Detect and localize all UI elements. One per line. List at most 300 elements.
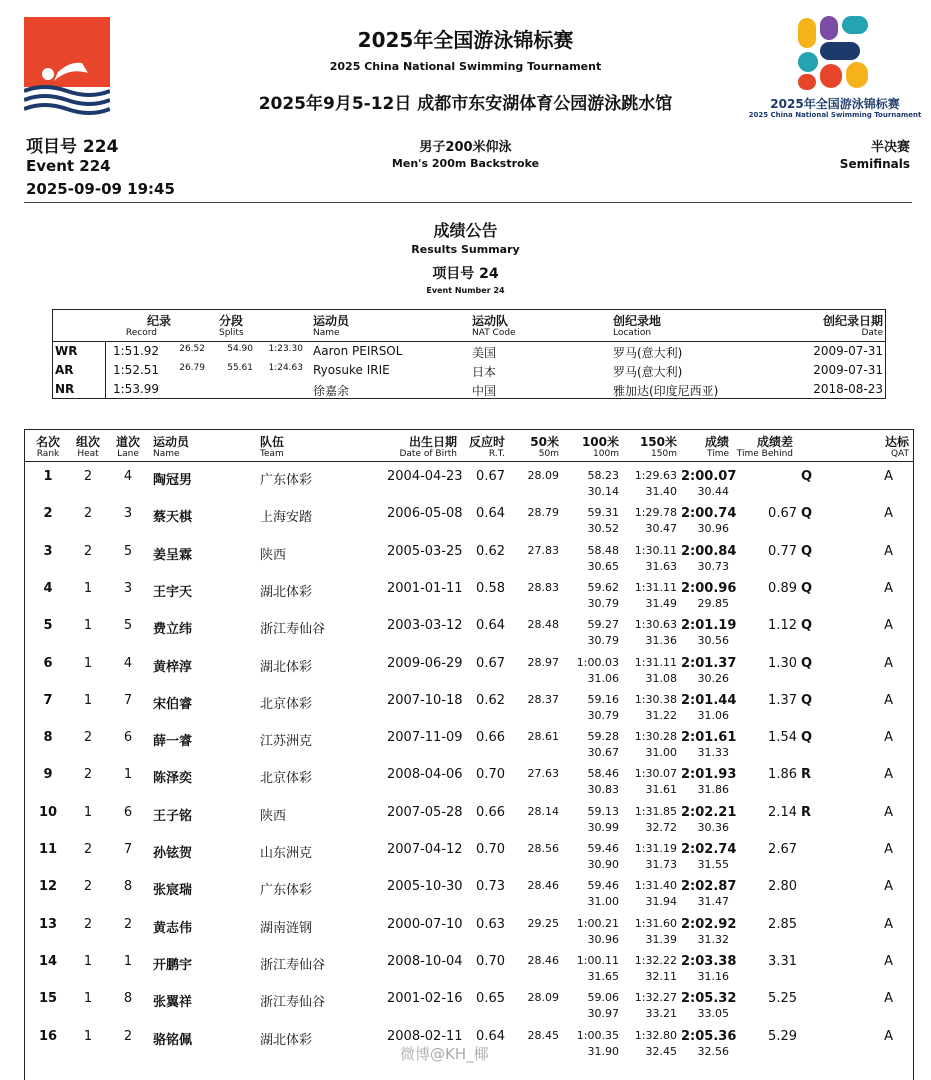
heat: 1 — [83, 953, 93, 969]
record-time: 1:52.51 — [113, 363, 160, 377]
rec-header-divider — [53, 341, 885, 342]
reaction-time: 0.66 — [476, 804, 505, 820]
final-time: 2:00.84 — [681, 543, 737, 559]
lap-150m: 31.94 — [645, 895, 677, 909]
split-100m: 1:00.35 — [576, 1028, 619, 1042]
lane: 5 — [123, 618, 133, 634]
rank: 13 — [38, 916, 58, 932]
lap-150m: 32.45 — [645, 1044, 677, 1058]
split-100m: 59.13 — [587, 804, 619, 818]
logo-title-zh: 2025年全国游泳锦标赛 — [770, 97, 900, 111]
record-time: 1:53.99 — [113, 382, 160, 396]
split-100m: 59.46 — [587, 842, 619, 855]
split-150m: 1:31.85 — [634, 804, 677, 818]
rank: 8 — [43, 730, 53, 746]
split-150m: 1:31.40 — [634, 879, 677, 893]
round-en: Semifinals — [839, 157, 910, 171]
final-time: 2:03.38 — [681, 953, 737, 969]
lap-100m: 30.99 — [587, 820, 619, 834]
heat: 2 — [83, 916, 93, 932]
lap-100m: 30.14 — [587, 485, 619, 498]
heat: 2 — [83, 469, 93, 484]
rank: 6 — [43, 655, 53, 671]
record-time: 1:51.92 — [113, 344, 160, 358]
reaction-time: 0.70 — [476, 953, 505, 969]
date-of-birth: 2008-02-11 — [387, 1028, 463, 1044]
rank: 14 — [38, 953, 58, 969]
col-team-zh: 队伍 — [260, 435, 285, 449]
qat-standard: A — [884, 1028, 893, 1044]
result-row — [25, 464, 913, 501]
time-behind: 5.25 — [768, 991, 797, 1007]
record-location: 罗马(意大利) — [613, 365, 683, 379]
split-50m: 28.61 — [527, 730, 559, 744]
col-dob-zh: 出生日期 — [408, 435, 457, 449]
lap-100m: 31.06 — [587, 671, 619, 685]
col-rt-en: R.T. — [488, 449, 505, 459]
record-type: WR — [55, 344, 78, 358]
record-type: NR — [55, 382, 75, 396]
tournament-logo — [790, 14, 880, 94]
split-100m: 59.06 — [587, 991, 619, 1005]
result-row — [25, 651, 913, 688]
lane: 8 — [123, 879, 133, 895]
final-time: 2:02.21 — [681, 804, 737, 820]
lap-100m: 30.79 — [587, 708, 619, 722]
split-150m: 1:29.63 — [634, 469, 677, 482]
lane: 4 — [123, 469, 133, 484]
result-row — [25, 800, 913, 837]
team: 浙江寿仙谷 — [260, 995, 326, 1011]
rec-header-date-zh: 创纪录日期 — [822, 314, 883, 328]
athlete-name: 黄梓淳 — [153, 659, 193, 675]
split-50m: 28.09 — [527, 991, 559, 1005]
rec-header-splits-zh: 分段 — [219, 314, 244, 328]
date-of-birth: 2007-11-09 — [387, 730, 463, 746]
summary-title-zh: 成绩公告 — [433, 221, 498, 240]
athlete-name: 宋伯睿 — [153, 696, 193, 712]
rec-header-name-zh: 运动员 — [313, 314, 350, 328]
lap-200m: 30.56 — [697, 634, 729, 648]
record-location: 罗马(意大利) — [613, 346, 683, 360]
split-150m: 1:30.28 — [634, 730, 677, 744]
rec-header-record-en: Record — [125, 328, 157, 338]
final-time: 2:00.96 — [681, 580, 737, 596]
title-en: 2025 China National Swimming Tournament — [329, 60, 602, 73]
lap-200m: 31.33 — [697, 746, 729, 760]
record-split-100: 54.90 — [227, 344, 253, 354]
rank: 11 — [38, 842, 58, 857]
reaction-time: 0.64 — [476, 506, 505, 522]
date-of-birth: 2008-10-04 — [387, 953, 463, 969]
record-split-50: 26.79 — [179, 363, 205, 373]
split-150m: 1:30.11 — [634, 543, 677, 557]
rec-header-record-zh: 纪录 — [146, 314, 171, 328]
time-behind: 3.31 — [768, 953, 797, 969]
team: 陕西 — [260, 547, 287, 563]
lap-150m: 31.73 — [645, 858, 677, 871]
record-row — [53, 382, 885, 401]
split-50m: 28.48 — [527, 618, 559, 632]
heat: 2 — [83, 842, 93, 857]
team: 湖北体彩 — [260, 659, 313, 675]
heat: 1 — [83, 580, 93, 596]
athlete-name: 姜呈霖 — [153, 547, 193, 563]
col-name-en: Name — [153, 449, 180, 459]
col-50m-en: 50m — [538, 449, 559, 459]
final-time: 2:01.37 — [681, 655, 737, 671]
date-of-birth: 2007-05-28 — [387, 804, 463, 820]
lap-150m: 31.49 — [645, 596, 677, 610]
split-150m: 1:31.11 — [634, 580, 677, 594]
team: 陕西 — [260, 808, 287, 824]
col-100m-en: 100m — [593, 449, 619, 459]
lap-150m: 32.11 — [645, 969, 677, 983]
lap-150m: 31.39 — [645, 932, 677, 946]
date-of-birth: 2003-03-12 — [387, 618, 463, 634]
qat-standard: A — [884, 804, 893, 820]
athlete-name: 王宇天 — [153, 584, 193, 600]
lap-200m: 30.96 — [697, 522, 729, 536]
reaction-time: 0.62 — [476, 692, 505, 708]
final-time: 2:02.87 — [681, 879, 737, 895]
col-rank-en: Rank — [36, 449, 60, 459]
result-row — [25, 613, 913, 650]
col-name-zh: 运动员 — [153, 435, 190, 449]
col-qat-zh: 达标 — [884, 435, 909, 449]
result-row — [25, 576, 913, 613]
record-split-150: 1:24.63 — [268, 363, 303, 373]
date-of-birth: 2006-05-08 — [387, 506, 463, 522]
final-time: 2:05.32 — [681, 991, 737, 1007]
split-50m: 28.46 — [527, 879, 559, 893]
team: 山东洲克 — [260, 846, 313, 861]
qualification-mark: R — [801, 804, 812, 820]
reaction-time: 0.64 — [476, 618, 505, 634]
lap-150m: 30.47 — [645, 522, 677, 536]
event-number-sub-en: Event Number 24 — [426, 286, 505, 295]
split-100m: 59.62 — [587, 580, 619, 594]
qat-standard: A — [884, 469, 893, 484]
venue: 2025年9月5-12日 成都市东安湖体育公园游泳跳水馆 — [258, 94, 673, 114]
split-50m: 28.37 — [527, 692, 559, 706]
date-of-birth: 2001-02-16 — [387, 991, 463, 1007]
col-time-en: Time — [706, 449, 729, 459]
records-table — [52, 309, 886, 399]
split-50m: 28.83 — [527, 580, 559, 594]
lane: 1 — [123, 953, 133, 969]
team: 湖北体彩 — [260, 584, 313, 600]
heat: 1 — [83, 1028, 93, 1044]
athlete-name: 张宸瑞 — [153, 883, 193, 899]
split-100m: 1:00.11 — [576, 953, 619, 967]
lap-100m: 30.79 — [587, 634, 619, 648]
lap-200m: 33.05 — [697, 1007, 729, 1021]
athlete-name: 陶冠男 — [153, 473, 193, 488]
qat-standard: A — [884, 655, 893, 671]
rank: 9 — [43, 767, 53, 783]
final-time: 2:05.36 — [681, 1028, 737, 1044]
lap-100m: 31.00 — [587, 895, 619, 909]
qat-standard: A — [884, 953, 893, 969]
final-time: 2:01.61 — [681, 730, 737, 746]
qat-standard: A — [884, 580, 893, 596]
lap-200m: 30.73 — [697, 559, 729, 573]
lap-150m: 32.72 — [645, 820, 677, 834]
lap-100m: 31.65 — [587, 969, 619, 983]
reaction-time: 0.65 — [476, 991, 505, 1007]
reaction-time: 0.67 — [476, 469, 505, 484]
reaction-time: 0.70 — [476, 767, 505, 783]
heat: 2 — [83, 767, 93, 783]
reaction-time: 0.62 — [476, 543, 505, 559]
time-behind: 5.29 — [768, 1028, 797, 1044]
split-150m: 1:31.60 — [634, 916, 677, 930]
lap-100m: 30.90 — [587, 858, 619, 871]
lap-150m: 31.08 — [645, 671, 677, 685]
time-behind: 2.80 — [768, 879, 797, 895]
reaction-time: 0.66 — [476, 730, 505, 746]
rank: 12 — [38, 879, 58, 895]
rank: 10 — [38, 804, 58, 820]
team: 广东体彩 — [260, 473, 313, 488]
split-100m: 59.28 — [587, 730, 619, 744]
title-zh: 2025年全国游泳锦标赛 — [357, 28, 574, 52]
summary-title-en: Results Summary — [411, 243, 520, 256]
reaction-time: 0.64 — [476, 1028, 505, 1044]
qat-standard: A — [884, 991, 893, 1007]
rec-header-location-zh: 创纪录地 — [613, 314, 662, 328]
col-150m-en: 150m — [651, 449, 677, 459]
result-row — [25, 986, 913, 1023]
event-number-zh: 项目号 224 — [26, 137, 119, 157]
athlete-name: 开鹏宇 — [153, 957, 193, 973]
record-type: AR — [55, 363, 74, 377]
heat: 1 — [83, 991, 93, 1007]
lane: 6 — [123, 804, 133, 820]
split-100m: 58.48 — [587, 543, 619, 557]
qat-standard: A — [884, 543, 893, 559]
lap-100m: 30.96 — [587, 932, 619, 946]
col-heat-zh: 组次 — [75, 435, 100, 449]
record-date: 2018-08-23 — [813, 382, 883, 396]
split-100m: 1:00.03 — [576, 655, 619, 669]
athlete-name: 薛一睿 — [153, 734, 193, 750]
date-of-birth: 2008-04-06 — [387, 767, 463, 783]
lap-200m: 31.47 — [697, 895, 729, 909]
qat-standard: A — [884, 618, 893, 634]
reaction-time: 0.58 — [476, 580, 505, 596]
rec-header-nat-zh: 运动队 — [472, 314, 509, 328]
team: 江苏洲克 — [260, 734, 313, 750]
time-behind: 1.37 — [768, 692, 797, 708]
time-behind: 2.85 — [768, 916, 797, 932]
team: 广东体彩 — [260, 883, 313, 899]
athlete-name: 孙铉贺 — [153, 846, 193, 861]
split-150m: 1:30.07 — [634, 767, 677, 781]
col-rank-zh: 名次 — [35, 435, 60, 449]
split-100m: 1:00.21 — [576, 916, 619, 930]
result-row — [25, 762, 913, 799]
date-of-birth: 2001-01-11 — [387, 580, 463, 596]
col-lane-zh: 道次 — [115, 435, 140, 449]
split-100m: 59.46 — [587, 879, 619, 893]
qualification-mark: Q — [801, 543, 813, 559]
rec-header-splits-en: Splits — [219, 328, 244, 338]
record-nat: 中国 — [472, 384, 497, 398]
split-100m: 58.46 — [587, 767, 619, 781]
time-behind: 1.86 — [768, 767, 797, 783]
date-of-birth: 2009-06-29 — [387, 655, 463, 671]
lap-200m: 31.06 — [697, 708, 729, 722]
lap-200m: 31.16 — [697, 969, 729, 983]
round-zh: 半决赛 — [870, 140, 910, 155]
date-of-birth: 2005-10-30 — [387, 879, 463, 895]
qualification-mark: R — [801, 767, 812, 783]
qat-standard: A — [884, 692, 893, 708]
qualification-mark: Q — [801, 506, 813, 522]
heat: 1 — [83, 618, 93, 634]
final-time: 2:02.74 — [681, 842, 737, 857]
qat-standard: A — [884, 506, 893, 522]
col-time-zh: 成绩 — [704, 435, 729, 449]
split-50m: 28.45 — [527, 1028, 559, 1042]
split-150m: 1:30.38 — [634, 692, 677, 706]
result-row — [25, 837, 913, 874]
record-split-100: 55.61 — [227, 363, 253, 373]
qat-standard: A — [884, 730, 893, 746]
col-100m-zh: 100米 — [581, 435, 619, 449]
result-row — [25, 725, 913, 762]
qualification-mark: Q — [801, 469, 813, 484]
lap-150m: 31.22 — [645, 708, 677, 722]
lane: 2 — [123, 1028, 133, 1044]
reaction-time: 0.73 — [476, 879, 505, 895]
watermark: 微博@KH_椰 — [400, 1045, 489, 1063]
athlete-name: 费立纬 — [153, 622, 193, 638]
heat: 1 — [83, 692, 93, 708]
record-nat: 日本 — [472, 365, 497, 379]
lap-200m: 31.32 — [697, 932, 729, 946]
lane: 8 — [123, 991, 133, 1007]
qat-standard: A — [884, 879, 893, 895]
record-date: 2009-07-31 — [813, 363, 883, 377]
lap-100m: 30.65 — [587, 559, 619, 573]
split-50m: 28.14 — [527, 804, 559, 818]
col-50m-zh: 50米 — [530, 435, 559, 449]
lap-100m: 30.79 — [587, 596, 619, 610]
split-150m: 1:31.19 — [634, 842, 677, 855]
lane: 4 — [123, 655, 133, 671]
lap-200m: 31.86 — [697, 783, 729, 797]
col-behind-en: Time Behind — [736, 449, 793, 459]
split-150m: 1:29.78 — [634, 506, 677, 520]
lane: 5 — [123, 543, 133, 559]
lap-200m: 31.55 — [697, 858, 729, 871]
athlete-name: 陈泽奕 — [153, 771, 193, 787]
lane: 3 — [123, 506, 133, 522]
record-holder: Ryosuke IRIE — [313, 363, 390, 377]
event-name-zh: 男子200米仰泳 — [419, 140, 512, 155]
split-50m: 28.09 — [527, 469, 559, 482]
lap-100m: 30.67 — [587, 746, 619, 760]
result-row — [25, 539, 913, 576]
result-row — [25, 874, 913, 911]
col-150m-zh: 150米 — [639, 435, 677, 449]
team: 浙江寿仙谷 — [260, 622, 326, 638]
split-50m: 28.46 — [527, 953, 559, 967]
event-name-en: Men's 200m Backstroke — [391, 157, 540, 170]
qat-standard: A — [884, 767, 893, 783]
final-time: 2:01.93 — [681, 767, 737, 783]
athlete-name: 蔡天棋 — [153, 510, 193, 526]
split-50m: 29.25 — [527, 916, 559, 930]
logo-title-en: 2025 China National Swimming Tournament — [748, 111, 922, 119]
athlete-name: 张翼祥 — [153, 995, 193, 1011]
split-50m: 27.83 — [527, 543, 559, 557]
record-row — [53, 344, 885, 363]
record-location: 雅加达(印度尼西亚) — [613, 384, 719, 398]
record-row — [53, 363, 885, 382]
record-date: 2009-07-31 — [813, 344, 883, 358]
qualification-mark: Q — [801, 618, 813, 634]
qualification-mark: Q — [801, 692, 813, 708]
lap-150m: 31.61 — [645, 783, 677, 797]
lane: 3 — [123, 580, 133, 596]
split-100m: 59.31 — [587, 506, 619, 520]
final-time: 2:01.19 — [681, 618, 737, 634]
final-time: 2:01.44 — [681, 692, 737, 708]
split-50m: 28.56 — [527, 842, 559, 855]
lane: 2 — [123, 916, 133, 932]
rank: 5 — [43, 618, 53, 634]
rank: 15 — [38, 991, 58, 1007]
team: 北京体彩 — [260, 696, 313, 712]
result-row — [25, 688, 913, 725]
time-behind: 0.89 — [768, 580, 797, 596]
time-behind: 2.14 — [768, 804, 797, 820]
lap-100m: 30.97 — [587, 1007, 619, 1021]
split-50m: 28.97 — [527, 655, 559, 669]
col-team-en: Team — [260, 449, 284, 459]
time-behind: 0.77 — [768, 543, 797, 559]
reaction-time: 0.63 — [476, 916, 505, 932]
lap-200m: 32.56 — [697, 1044, 729, 1058]
team: 湖南涟钢 — [260, 920, 313, 936]
date-of-birth: 2004-04-23 — [387, 469, 463, 484]
team: 湖北体彩 — [260, 1032, 313, 1048]
rank: 16 — [38, 1028, 58, 1044]
date-of-birth: 2000-07-10 — [387, 916, 463, 932]
team: 北京体彩 — [260, 771, 313, 787]
time-behind: 1.54 — [768, 730, 797, 746]
lap-150m: 33.21 — [645, 1007, 677, 1021]
rank: 4 — [43, 580, 53, 596]
rec-header-name-en: Name — [313, 328, 340, 338]
result-row — [25, 949, 913, 986]
lane: 7 — [123, 692, 133, 708]
rec-header-nat-en: NAT Code — [472, 328, 516, 338]
split-150m: 1:30.63 — [634, 618, 677, 632]
qualification-mark: Q — [801, 580, 813, 596]
header-divider — [24, 202, 912, 203]
date-of-birth: 2005-03-25 — [387, 543, 463, 559]
lap-100m: 30.83 — [587, 783, 619, 797]
final-time: 2:00.74 — [681, 506, 737, 522]
col-qat-en: QAT — [890, 449, 909, 459]
rank: 3 — [43, 543, 53, 559]
record-split-50: 26.52 — [179, 344, 205, 354]
